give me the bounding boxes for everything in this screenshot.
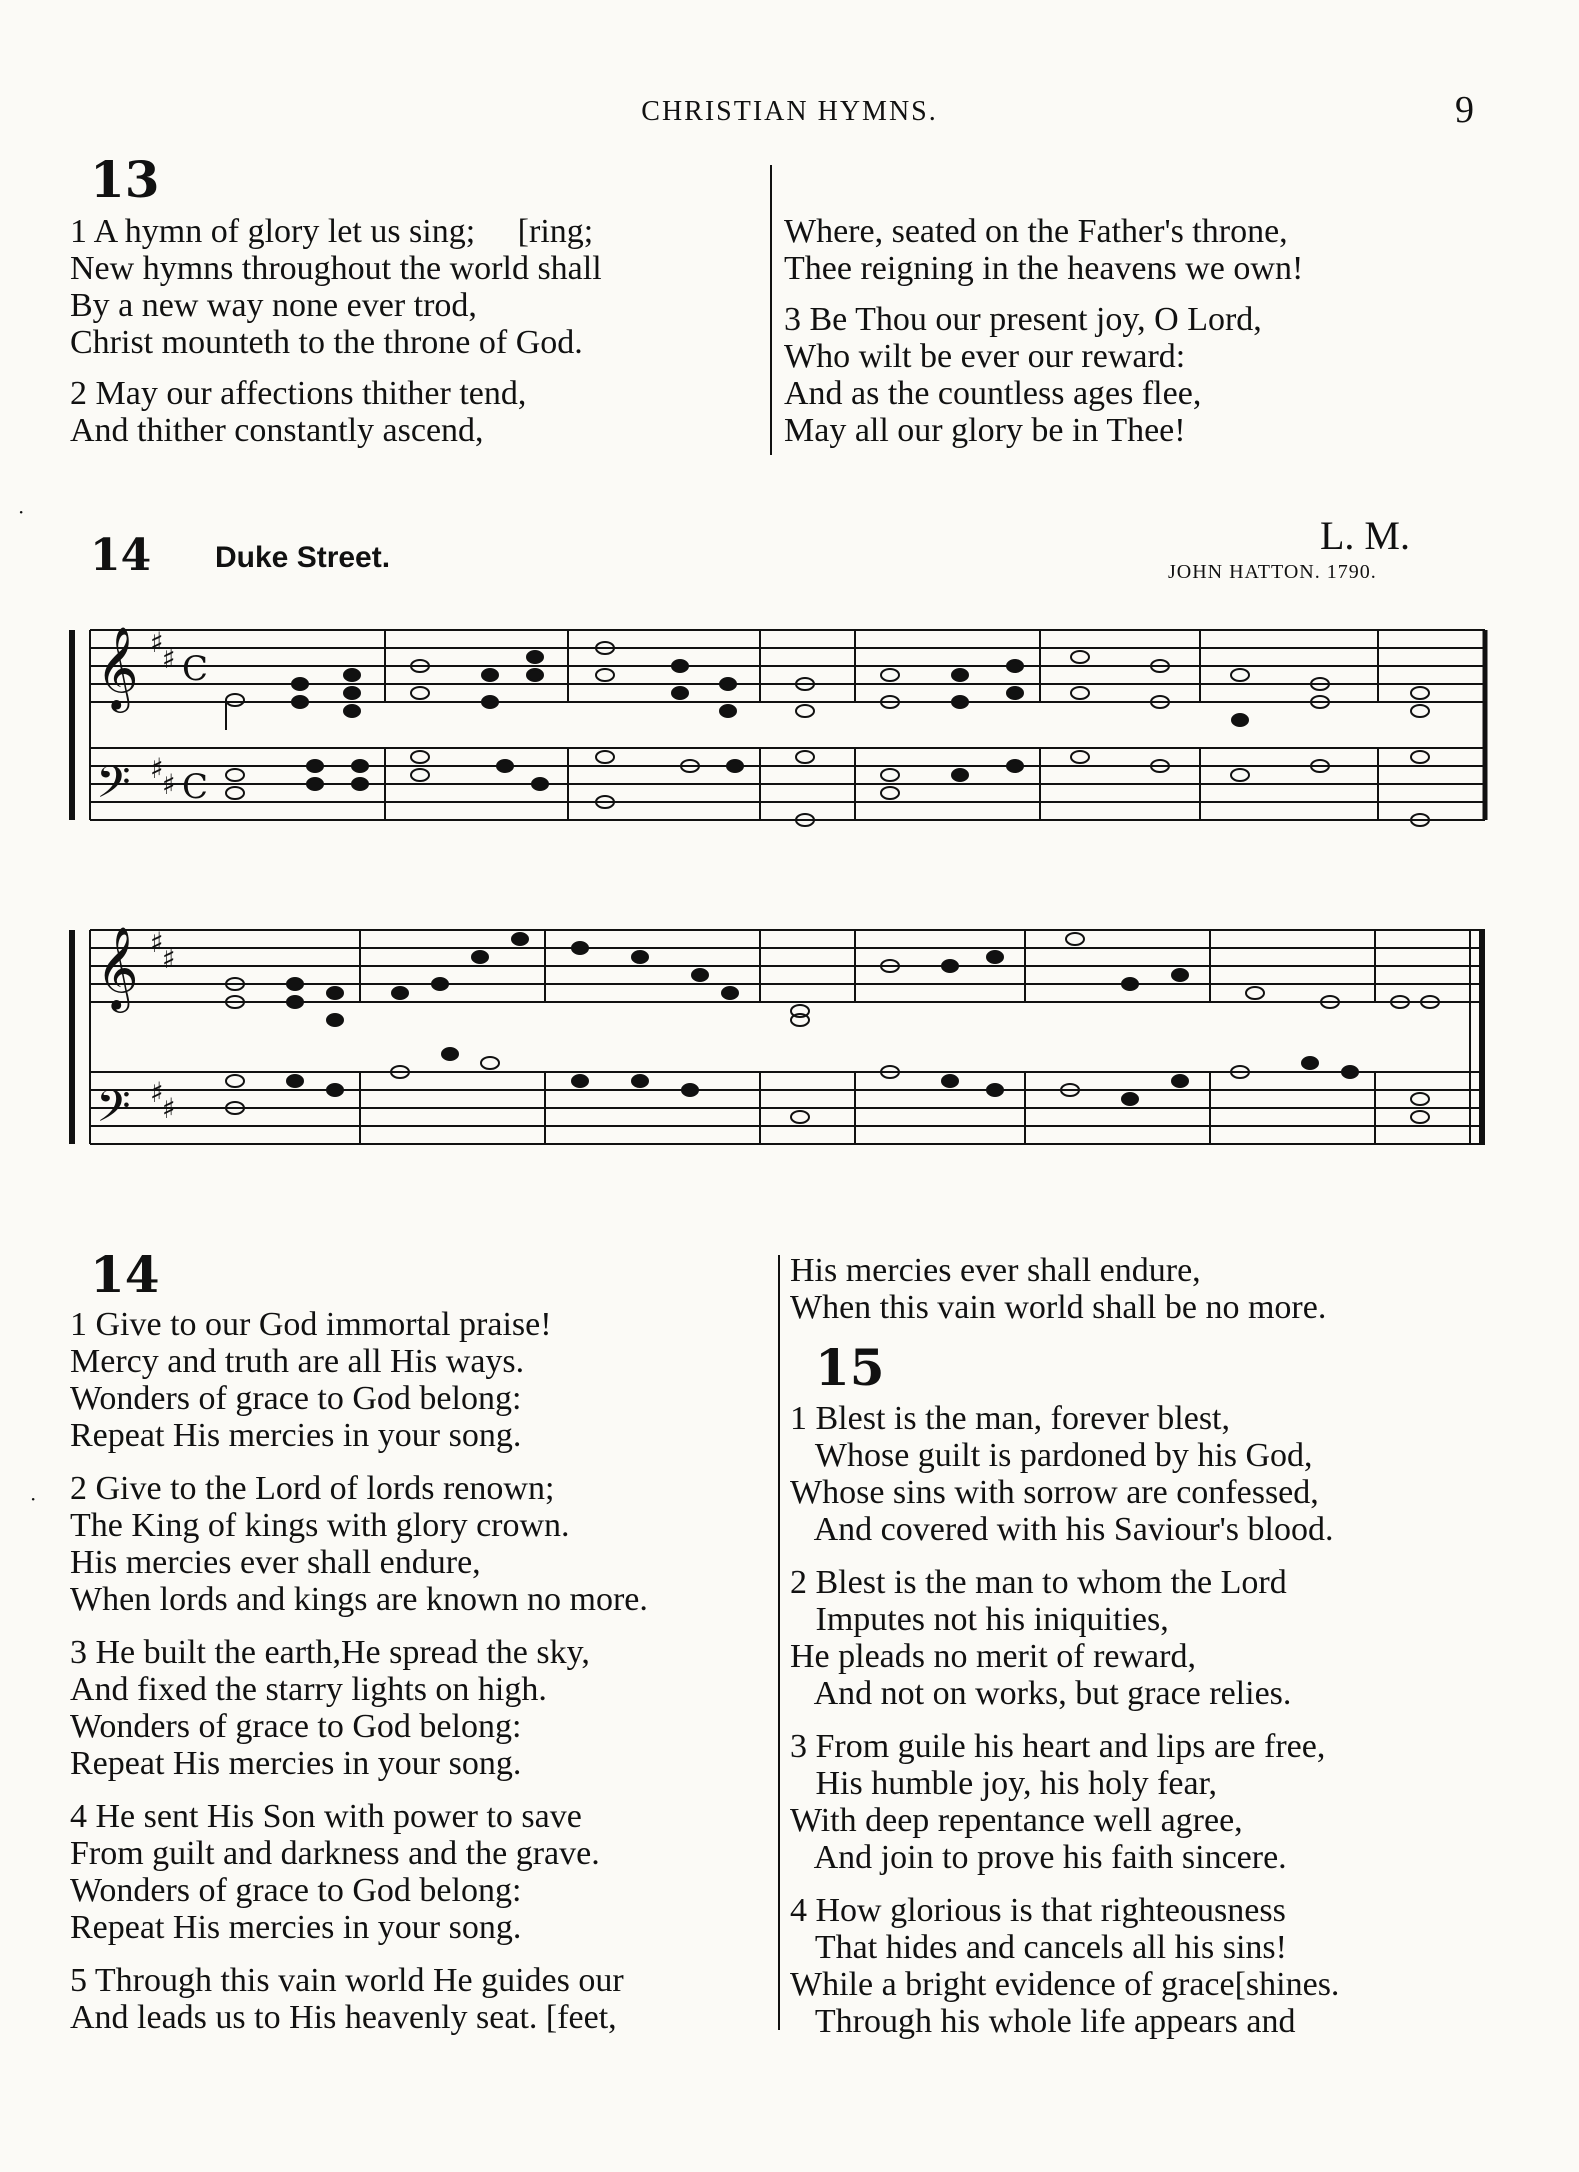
sharp-icon: ♯ — [150, 626, 164, 659]
verse-line: His humble joy, his holy fear, — [790, 1765, 1218, 1802]
verse-line: When this vain world shall be no more. — [790, 1289, 1327, 1326]
tune-number: 14 — [90, 530, 152, 581]
verse-line: Repeat His mercies in your song. — [70, 1909, 522, 1946]
tune-name: Duke Street. — [215, 541, 391, 574]
verse-line: May all our glory be in Thee! — [784, 412, 1186, 449]
common-time-icon: C — [182, 767, 209, 807]
hymn-15-number: 15 — [815, 1338, 885, 1397]
stray-mark: · — [30, 1487, 37, 1511]
hymn-14-number: 14 — [90, 1245, 160, 1304]
score-system-2 — [72, 930, 1485, 1144]
verse-line: Through his whole life appears and — [790, 2003, 1296, 2040]
verse-line: And as the countless ages flee, — [784, 375, 1202, 412]
notes-system-1 — [226, 642, 1429, 826]
verse-line: And leads us to His heavenly seat. [feet, — [70, 1999, 617, 2036]
hymn-13-right-column — [784, 213, 1303, 449]
column-divider-bottom — [778, 1255, 780, 2030]
verse-line: 5 Through this vain world He guides our — [70, 1962, 624, 1999]
verse-line: 3 He built the earth,He spread the sky, — [70, 1634, 590, 1671]
verse-line: His mercies ever shall endure, — [790, 1252, 1201, 1289]
page-number: 9 — [1455, 89, 1474, 131]
sharp-icon: ♯ — [162, 768, 176, 801]
verse-line: While a bright evidence of grace[shines. — [790, 1966, 1340, 2003]
tune-meter: L. M. — [1320, 513, 1410, 558]
hymn-15-column — [790, 1400, 1339, 2040]
verse-line: And join to prove his faith sincere. — [790, 1839, 1287, 1876]
verse-line: 2 May our affections thither tend, — [70, 375, 527, 412]
verse-line: His mercies ever shall endure, — [70, 1544, 481, 1581]
column-divider-top — [770, 165, 772, 455]
sharp-icon: ♯ — [150, 752, 164, 785]
verse-line: Whose guilt is pardoned by his God, — [790, 1437, 1313, 1474]
verse-line: New hymns throughout the world shall — [70, 250, 602, 287]
verse-line: And covered with his Saviour's blood. — [790, 1511, 1334, 1548]
verse-line: 1 Blest is the man, forever blest, — [790, 1400, 1231, 1437]
verse-line: Whose sins with sorrow are confessed, — [790, 1474, 1319, 1511]
sharp-icon: ♯ — [162, 942, 176, 975]
verse-line: Wonders of grace to God belong: — [70, 1380, 522, 1417]
score-system-1 — [72, 630, 1485, 820]
hymn-13-number: 13 — [90, 150, 160, 209]
verse-line: Repeat His mercies in your song. — [70, 1745, 522, 1782]
treble-clef-icon: 𝄞 — [96, 925, 139, 1009]
verse-line: Wonders of grace to God belong: — [70, 1708, 522, 1745]
verse-line: Christ mounteth to the throne of God. — [70, 324, 583, 361]
treble-clef-icon: 𝄞 — [96, 625, 139, 709]
running-head: CHRISTIAN HYMNS. — [641, 96, 938, 127]
sharp-icon: ♯ — [162, 1092, 176, 1125]
bass-clef-icon: 𝄢 — [96, 1080, 131, 1143]
verse-line: 2 Blest is the man to whom the Lord — [790, 1564, 1287, 1601]
verse-line: Wonders of grace to God belong: — [70, 1872, 522, 1909]
verse-line: And fixed the starry lights on high. — [70, 1671, 547, 1708]
verse-line: That hides and cancels all his sins! — [790, 1929, 1287, 1966]
verse-line: Who wilt be ever our reward: — [784, 338, 1186, 375]
tune-composer: JOHN HATTON. 1790. — [1168, 561, 1377, 583]
notes-system-2 — [226, 933, 1439, 1123]
verse-line: 3 From guile his heart and lips are free, — [790, 1728, 1326, 1765]
verse-line: From guilt and darkness and the grave. — [70, 1835, 600, 1872]
stray-mark: · — [18, 500, 25, 524]
verse-line: 1 Give to our God immortal praise! — [70, 1306, 552, 1343]
verse-line: The King of kings with glory crown. — [70, 1507, 570, 1544]
sharp-icon: ♯ — [162, 642, 176, 675]
verse-line: And not on works, but grace relies. — [790, 1675, 1292, 1712]
hymn-13-left-column — [70, 213, 602, 449]
verse-line: With deep repentance well agree, — [790, 1802, 1243, 1839]
verse-line: Imputes not his iniquities, — [790, 1601, 1169, 1638]
verse-line: Thee reigning in the heavens we own! — [784, 250, 1304, 287]
sharp-icon: ♯ — [150, 926, 164, 959]
hymn-14-column — [70, 1306, 648, 2036]
verse-line: And thither constantly ascend, — [70, 412, 484, 449]
verse-line: He pleads no merit of reward, — [790, 1638, 1196, 1675]
common-time-icon: C — [182, 649, 209, 689]
verse-line: 4 How glorious is that righteousness — [790, 1892, 1286, 1929]
hymn-14-continued — [790, 1252, 1326, 1326]
verse-line: 2 Give to the Lord of lords renown; — [70, 1470, 555, 1507]
verse-line: 3 Be Thou our present joy, O Lord, — [784, 301, 1262, 338]
verse-line: By a new way none ever trod, — [70, 287, 477, 324]
verse-line: Repeat His mercies in your song. — [70, 1417, 522, 1454]
verse-line: When lords and kings are known no more. — [70, 1581, 648, 1618]
verse-line: Mercy and truth are all His ways. — [70, 1343, 525, 1380]
verse-line: 4 He sent His Son with power to save — [70, 1798, 582, 1835]
music-score — [0, 600, 1579, 1220]
bass-clef-icon: 𝄢 — [96, 756, 131, 819]
sharp-icon: ♯ — [150, 1076, 164, 1109]
verse-line: 1 A hymn of glory let us sing; [ring; — [70, 213, 594, 250]
verse-line: Where, seated on the Father's throne, — [784, 213, 1288, 250]
